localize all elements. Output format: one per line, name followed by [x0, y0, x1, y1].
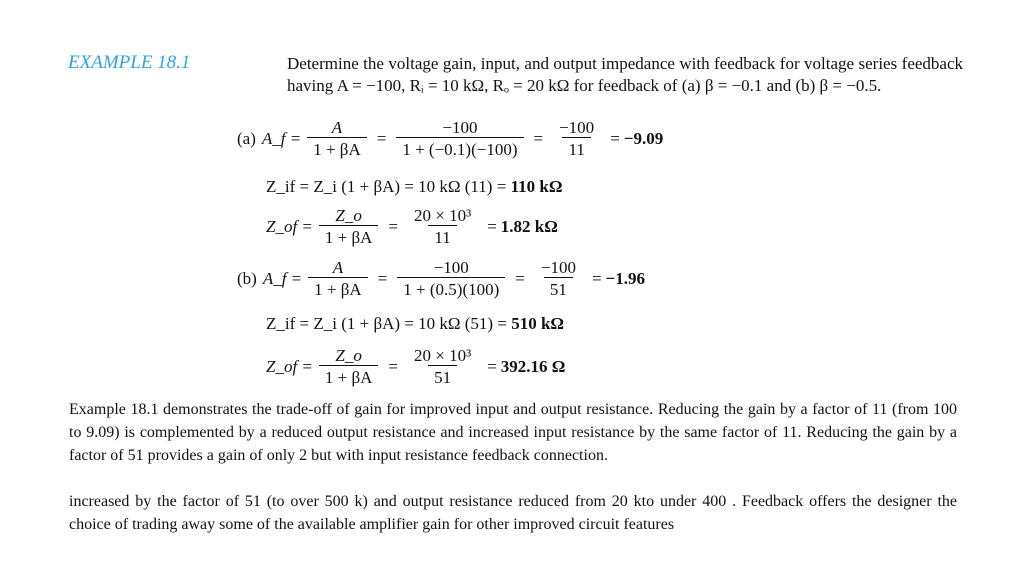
denominator: 51 — [544, 277, 573, 299]
equals: = — [610, 128, 620, 148]
fraction — [308, 258, 368, 299]
zif-result: 510 kΩ — [511, 314, 565, 333]
eq-b-gain — [237, 258, 645, 299]
fraction — [307, 118, 367, 159]
eq-a-zof — [266, 206, 558, 247]
zif-text: Z_if = Z_i (1 + βA) = 10 kΩ (11) = — [266, 177, 507, 196]
zif-text: Z_if = Z_i (1 + βA) = 10 kΩ (51) = — [266, 314, 507, 333]
numerator: 20 × 10³ — [414, 206, 472, 225]
explanation-paragraph-1: Example 18.1 demonstrates the trade-off of gain for improved input and output resistance. Reducing the gain by a factor of 11 (from 100 to 9.09) is complemented by a reduced output resistance and increased input resistance by the same factor of 11. Reducing the gain by a factor of 51 provides a gain of only 2 but with input resistance feedback connection. — [69, 401, 957, 464]
denominator: 1 + βA — [319, 365, 379, 387]
fraction — [396, 118, 523, 159]
denominator: 1 + (0.5)(100) — [397, 277, 505, 299]
problem-statement: Determine the voltage gain, input, and output impedance with feedback for voltage series feedback having A = −100, Rᵢ = 10 kΩ, Rₒ = 20 kΩ for feedback of (a) β = −0.1 and (b) β = −0.5. — [287, 54, 963, 95]
denominator: 1 + βA — [307, 137, 367, 159]
zof-lhs: Z_of = — [266, 216, 313, 236]
fraction — [319, 346, 379, 387]
numerator: −100 — [442, 118, 478, 137]
part-a-label: (a) — [237, 128, 256, 148]
fraction — [408, 346, 477, 387]
numerator: Z_o — [335, 206, 362, 225]
explanation-paragraph-2: increased by the factor of 51 (to over 500 k) and output resistance reduced from 20 kto under 400 . Feedback offers the designer the choice of trading away some of the available amplifier gain for other improved circuit features — [69, 493, 957, 533]
part-b-label: (b) — [237, 268, 257, 288]
denominator: 51 — [428, 365, 457, 387]
eq-b-zof — [266, 346, 565, 387]
zof-result: 1.82 kΩ — [500, 216, 558, 236]
af-lhs: A_f = — [262, 268, 303, 288]
denominator: 11 — [428, 225, 456, 247]
equals: = — [376, 128, 387, 148]
fraction — [408, 206, 477, 247]
numerator: A — [332, 258, 344, 277]
zof-result: 392.16 Ω — [500, 356, 566, 376]
equals: = — [591, 268, 602, 288]
equals: = — [487, 216, 497, 236]
af-result: −1.96 — [605, 268, 645, 288]
fraction — [553, 118, 600, 159]
numerator: A — [331, 118, 343, 137]
eq-a-gain — [237, 118, 663, 159]
eq-b-zif — [266, 314, 564, 334]
fraction — [397, 258, 505, 299]
af-lhs: A_f = — [261, 128, 302, 148]
numerator: −100 — [559, 118, 595, 137]
numerator: 20 × 10³ — [414, 346, 472, 365]
equals: = — [377, 268, 388, 288]
denominator: 1 + βA — [319, 225, 379, 247]
fraction — [535, 258, 582, 299]
denominator: 11 — [562, 137, 590, 159]
zof-lhs: Z_of = — [266, 356, 313, 376]
numerator: Z_o — [335, 346, 362, 365]
denominator: 1 + βA — [308, 277, 368, 299]
eq-a-zif — [266, 177, 562, 197]
equals: = — [388, 356, 399, 376]
example-label: EXAMPLE 18.1 — [68, 52, 191, 73]
equals: = — [515, 268, 525, 288]
zif-result: 110 kΩ — [510, 177, 563, 196]
equals: = — [533, 128, 544, 148]
numerator: −100 — [433, 258, 469, 277]
af-result: −9.09 — [623, 128, 664, 148]
fraction — [319, 206, 379, 247]
equals: = — [388, 216, 399, 236]
denominator: 1 + (−0.1)(−100) — [396, 137, 523, 159]
numerator: −100 — [540, 258, 576, 277]
equals: = — [487, 356, 497, 376]
